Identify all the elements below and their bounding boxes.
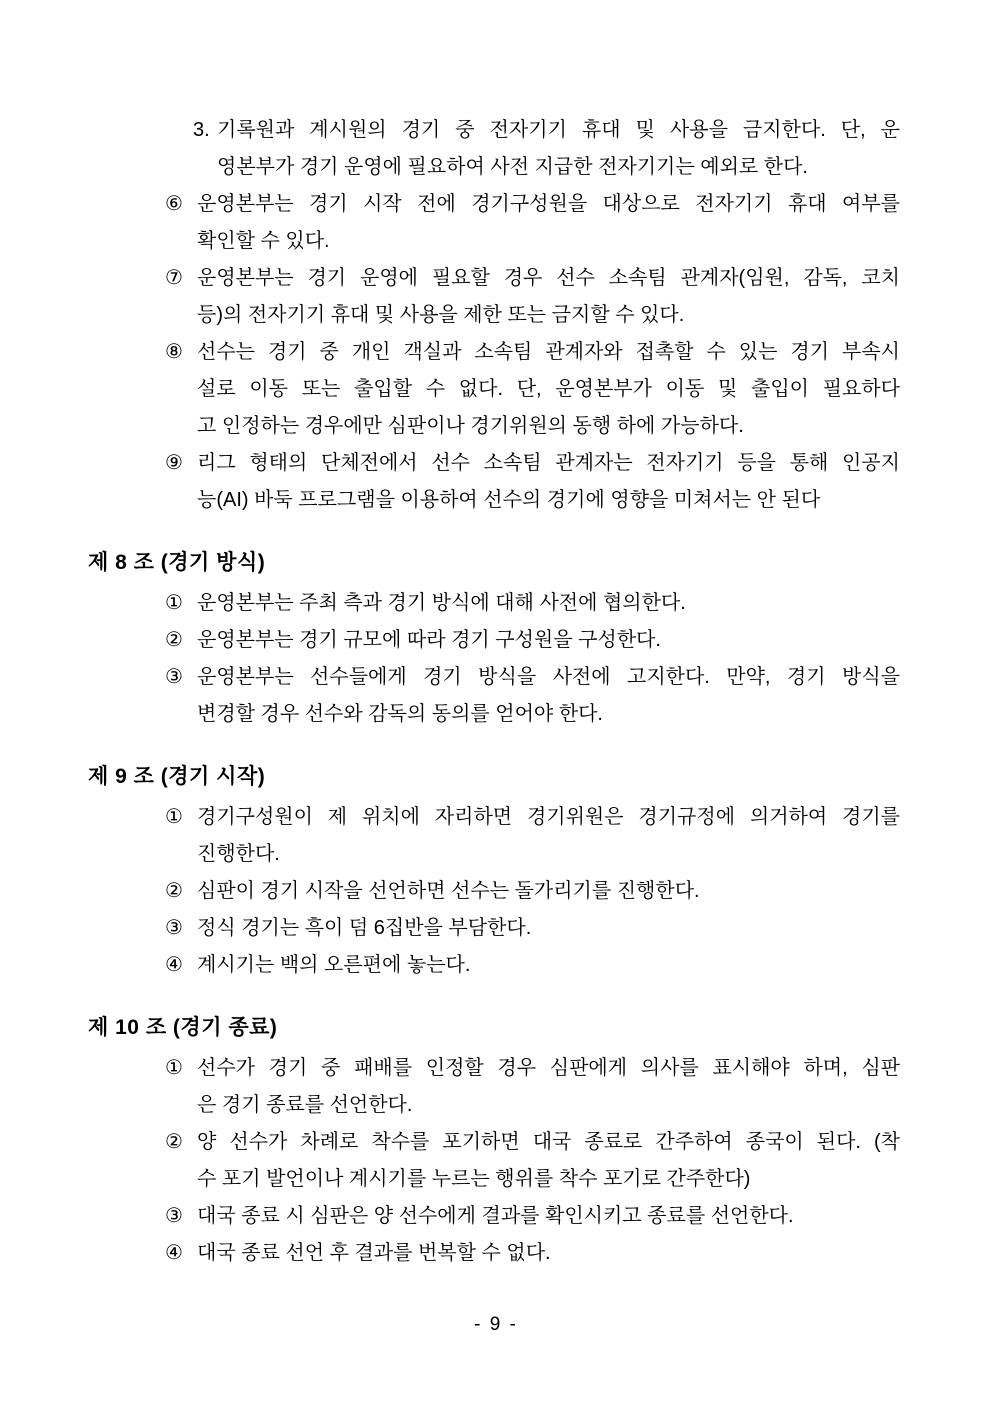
text-line: 선수는 경기 중 개인 객실과 소속팀 관계자와 접촉할 수 있는 경기 부속시	[197, 341, 900, 363]
text-line: 리그 형태의 단체전에서 선수 소속팀 관계자는 전자기기 등을 통해 인공지	[197, 452, 900, 474]
item-marker: ⑦	[165, 267, 183, 289]
item-marker: 3.	[193, 119, 210, 141]
item-text	[197, 947, 900, 984]
text-line: 운영본부는 주최 측과 경기 방식에 대해 사전에 협의한다.	[197, 592, 686, 614]
item-marker: ③	[165, 1205, 183, 1227]
item-text	[197, 910, 900, 947]
text-line: 수 포기 발언이나 계시기를 누르는 행위를 착수 포기로 간주한다)	[197, 1168, 751, 1190]
item-marker: ⑨	[165, 452, 183, 474]
text-line: 확인할 수 있다.	[197, 230, 330, 252]
text-line: 운영본부는 선수들에게 경기 방식을 사전에 고지한다. 만약, 경기 방식을	[197, 666, 900, 688]
item-marker: ①	[165, 806, 183, 828]
text-line: 선수가 경기 중 패배를 인정할 경우 심판에게 의사를 표시해야 하며, 심판	[197, 1057, 900, 1079]
list-item	[88, 445, 900, 519]
article-section	[88, 112, 900, 519]
list-item	[88, 799, 900, 873]
text-line: 고 인정하는 경우에만 심판이나 경기위원의 동행 하에 가능하다.	[197, 415, 744, 437]
item-text	[217, 112, 900, 186]
list-item	[88, 1235, 900, 1272]
article-heading: 제 10 조 (경기 종료)	[88, 1016, 278, 1039]
item-marker: ④	[165, 954, 183, 976]
list-item	[88, 112, 900, 186]
text-line: 은 경기 종료를 선언한다.	[197, 1094, 413, 1116]
item-marker: ③	[165, 666, 183, 688]
item-text	[197, 585, 900, 622]
list-item	[88, 1050, 900, 1124]
item-text	[197, 622, 900, 659]
list-item	[88, 659, 900, 733]
text-line: 계시기는 백의 오른편에 놓는다.	[197, 954, 471, 976]
page-number: - 9 -	[474, 1314, 518, 1335]
text-line: 운영본부는 경기 규모에 따라 경기 구성원을 구성한다.	[197, 629, 661, 651]
list-item	[88, 260, 900, 334]
item-marker: ②	[165, 1131, 183, 1153]
item-text	[197, 1050, 900, 1124]
list-item	[88, 334, 900, 445]
item-marker: ④	[165, 1242, 183, 1264]
item-text	[197, 186, 900, 260]
item-marker: ①	[165, 592, 183, 614]
list-item	[88, 1198, 900, 1235]
document-content	[88, 112, 900, 1272]
text-line: 영본부가 경기 운영에 필요하여 사전 지급한 전자기기는 예외로 한다.	[217, 156, 808, 178]
list-item	[88, 622, 900, 659]
item-text	[197, 1235, 900, 1272]
item-text	[197, 1198, 900, 1235]
text-line: 능(AI) 바둑 프로그램을 이용하여 선수의 경기에 영향을 미쳐서는 안 된다	[197, 489, 821, 511]
item-text	[197, 873, 900, 910]
list-item	[88, 186, 900, 260]
text-line: 등)의 전자기기 휴대 및 사용을 제한 또는 금지할 수 있다.	[197, 304, 685, 326]
item-marker: ③	[165, 917, 183, 939]
article-section	[88, 1009, 900, 1272]
item-text	[197, 334, 900, 445]
text-line: 대국 종료 선언 후 결과를 번복할 수 없다.	[197, 1242, 551, 1264]
text-line: 정식 경기는 흑이 덤 6집반을 부담한다.	[197, 917, 532, 939]
item-text	[197, 445, 900, 519]
text-line: 심판이 경기 시작을 선언하면 선수는 돌가리기를 진행한다.	[197, 880, 700, 902]
item-text	[197, 1124, 900, 1198]
text-line: 운영본부는 경기 시작 전에 경기구성원을 대상으로 전자기기 휴대 여부를	[197, 193, 900, 215]
article-section	[88, 758, 900, 984]
list-item	[88, 873, 900, 910]
item-text	[197, 799, 900, 873]
list-item	[88, 1124, 900, 1198]
item-marker: ⑧	[165, 341, 183, 363]
text-line: 기록원과 계시원의 경기 중 전자기기 휴대 및 사용을 금지한다. 단, 운	[217, 119, 900, 141]
item-text	[197, 659, 900, 733]
text-line: 설로 이동 또는 출입할 수 없다. 단, 운영본부가 이동 및 출입이 필요하다	[197, 378, 900, 400]
text-line: 변경할 경우 선수와 감독의 동의를 얻어야 한다.	[197, 703, 603, 725]
article-heading: 제 8 조 (경기 방식)	[88, 551, 266, 574]
text-line: 진행한다.	[197, 843, 280, 865]
text-line: 경기구성원이 제 위치에 자리하면 경기위원은 경기규정에 의거하여 경기를	[197, 806, 900, 828]
article-section	[88, 544, 900, 733]
item-text	[197, 260, 900, 334]
list-item	[88, 947, 900, 984]
text-line: 운영본부는 경기 운영에 필요할 경우 선수 소속팀 관계자(임원, 감독, 코치	[197, 267, 900, 289]
item-marker: ②	[165, 880, 183, 902]
article-heading: 제 9 조 (경기 시작)	[88, 765, 266, 788]
item-marker: ①	[165, 1057, 183, 1079]
text-line: 양 선수가 차례로 착수를 포기하면 대국 종료로 간주하여 종국이 된다. (착	[197, 1131, 901, 1153]
text-line: 대국 종료 시 심판은 양 선수에게 결과를 확인시키고 종료를 선언한다.	[197, 1205, 794, 1227]
list-item	[88, 910, 900, 947]
item-marker: ⑥	[165, 193, 183, 215]
item-marker: ②	[165, 629, 183, 651]
list-item	[88, 585, 900, 622]
